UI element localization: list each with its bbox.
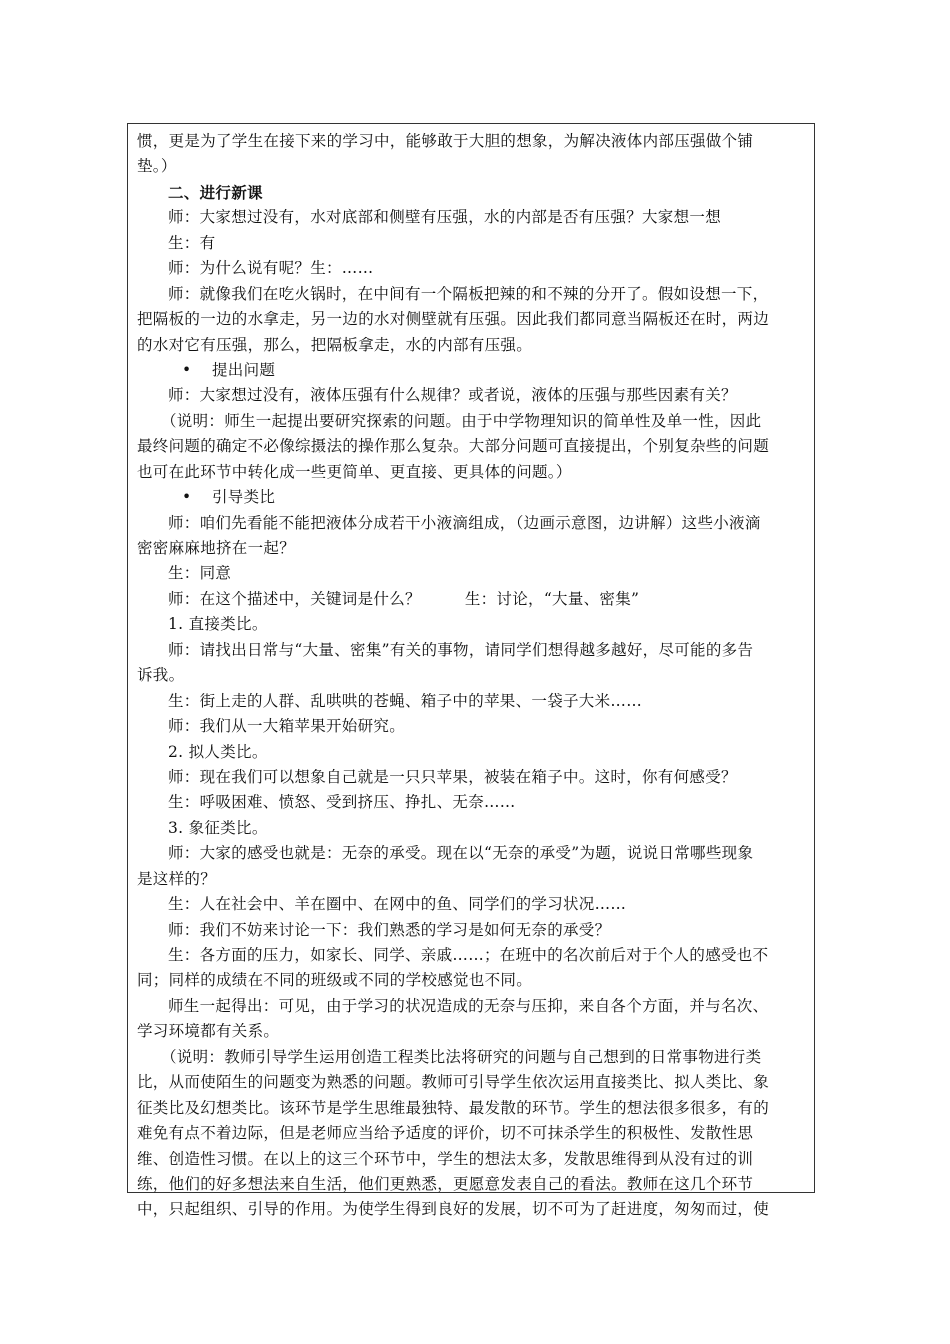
line-text: 师：就像我们在吃火锅时，在中间有一个隔板把辣的和不辣的分开了。假如设想一下，	[168, 284, 769, 303]
line-text: 惯，更是为了学生在接下来的学习中，能够敢于大胆的想象，为解决液体内部压强做个铺	[137, 132, 754, 150]
text-line	[137, 1172, 809, 1197]
line-text: 生：街上走的人群、乱哄哄的苍蝇、箱子中的苹果、一袋子大米……	[168, 691, 643, 710]
text-line	[137, 511, 809, 536]
text-line	[137, 1147, 809, 1172]
line-text: 1. 直接类比。	[168, 615, 268, 634]
text-line	[137, 790, 809, 815]
text-line	[137, 358, 809, 383]
line-text: 师：现在我们可以想象自己就是一只只苹果，被装在箱子中。这时，你有何感受？	[168, 767, 737, 786]
line-text: 难免有点不着边际，但是老师应当给予适度的评价，切不可抹杀学生的积极性、发散性思	[137, 1124, 754, 1143]
line-text-tail: 生：讨论，“大量、密集”	[464, 589, 640, 608]
text-line	[137, 460, 809, 485]
text-line	[137, 663, 809, 688]
line-text: 2. 拟人类比。	[168, 742, 268, 761]
text-line	[137, 205, 809, 230]
text-line	[137, 892, 809, 917]
text-line	[137, 816, 809, 841]
bullet-icon: •	[182, 488, 192, 507]
line-text: 维、创造性习惯。在以上的这三个环节中，学生的想法太多，发散思维得到从没有过的训	[137, 1149, 754, 1168]
line-text: 师：咱们先看能不能把液体分成若干小液滴组成，（边画示意图，边讲解）这些小液滴	[168, 513, 761, 532]
text-line	[137, 409, 809, 434]
line-text: （说明：师生一起提出要研究探索的问题。由于中学物理知识的简单性及单一性，因此	[161, 411, 762, 430]
text-line	[137, 485, 809, 510]
line-text: 学习环境都有关系。	[137, 1022, 280, 1041]
text-line	[137, 638, 809, 663]
line-text: 垫。）	[137, 157, 177, 176]
text-line	[137, 536, 809, 561]
text-line	[137, 1121, 809, 1146]
line-text: 师生一起得出：可见，由于学习的状况造成的无奈与压抑，来自各个方面，并与名次、	[168, 996, 769, 1015]
text-line	[137, 231, 809, 256]
line-text: 二、进行新课	[168, 182, 263, 202]
line-text: 师：大家想过没有，水对底部和侧壁有压强，水的内部是否有压强？大家想一想	[168, 208, 722, 227]
text-line	[137, 994, 809, 1019]
text-line	[137, 307, 809, 332]
text-line	[137, 434, 809, 459]
line-text: 征类比及幻想类比。该环节是学生思维最独特、最发散的环节。学生的想法很多很多，有的	[137, 1098, 770, 1117]
line-text: 的水对它有压强，那么，把隔板拿走，水的内部有压强。	[137, 335, 533, 354]
text-line	[137, 383, 809, 408]
text-line	[137, 1197, 809, 1222]
text-line	[137, 867, 809, 892]
text-line	[137, 714, 809, 739]
section-heading	[137, 180, 809, 205]
line-text: 练，他们的好多想法来自生活，他们更熟悉，更愿意发表自己的看法。教师在这几个环节	[137, 1174, 754, 1193]
line-text: 生：人在社会中、羊在圈中、在网中的鱼、同学们的学习状况……	[168, 895, 627, 914]
line-text: 师：在这个描述中，关键词是什么？	[168, 589, 421, 608]
line-text: 提出问题	[212, 360, 276, 379]
line-text: 诉我。	[137, 666, 185, 685]
line-text: （说明：教师引导学生运用创造工程类比法将研究的问题与自己想到的日常事物进行类	[161, 1047, 762, 1066]
text-line	[137, 918, 809, 943]
text-line	[137, 612, 809, 637]
text-line	[137, 1019, 809, 1044]
text-line	[137, 841, 809, 866]
line-text: 师：大家想过没有，液体压强有什么规律？或者说，液体的压强与那些因素有关？	[168, 386, 737, 405]
line-text: 生：同意	[168, 564, 232, 583]
line-text: 比，从而使陌生的问题变为熟悉的问题。教师可引导学生依次运用直接类比、拟人类比、象	[137, 1073, 770, 1092]
text-line	[137, 943, 809, 968]
line-text: 师：为什么说有呢？生：……	[168, 259, 374, 278]
line-text: 师：大家的感受也就是：无奈的承受。现在以“无奈的承受”为题，说说日常哪些现象	[168, 844, 754, 863]
text-line	[137, 256, 809, 281]
line-text: 生：呼吸困难、愤怒、受到挤压、挣扎、无奈……	[168, 793, 516, 812]
line-text: 同；同样的成绩在不同的班级或不同的学校感觉也不同。	[137, 971, 533, 990]
line-text: 最终问题的确定不必像综摄法的操作那么复杂。大部分问题可直接提出，个别复杂些的问题	[137, 437, 770, 456]
text-line	[137, 689, 809, 714]
line-text: 师：请找出日常与“大量、密集”有关的事物，请同学们想得越多越好，尽可能的多告	[168, 640, 754, 659]
line-text: 3. 象征类比。	[168, 818, 268, 837]
line-text: 也可在此环节中转化成一些更简单、更直接、更具体的问题。）	[137, 462, 572, 481]
line-text: 是这样的？	[137, 869, 217, 888]
text-line	[137, 968, 809, 993]
bullet-icon: •	[182, 360, 192, 379]
text-line	[137, 333, 809, 358]
text-line	[137, 1096, 809, 1121]
text-line	[137, 587, 809, 612]
line-text: 生：有	[168, 233, 216, 252]
text-line	[137, 129, 809, 154]
text-line	[137, 1045, 809, 1070]
line-text: 师：我们不妨来讨论一下：我们熟悉的学习是如何无奈的承受？	[168, 920, 611, 939]
line-text: 师：我们从一大箱苹果开始研究。	[168, 717, 406, 736]
text-line	[137, 561, 809, 586]
line-text: 密密麻麻地挤在一起？	[137, 539, 296, 557]
text-line	[137, 154, 809, 179]
line-text: 生：各方面的压力，如家长、同学、亲戚……；在班中的名次前后对于个人的感受也不	[168, 946, 769, 964]
lesson-plan-table-cell	[127, 123, 815, 1219]
line-text: 中，只起组织、引导的作用。为使学生得到良好的发展，切不可为了赶进度，匆匆而过，使	[137, 1200, 770, 1219]
line-text: 把隔板的一边的水拿走，另一边的水对侧壁就有压强。因此我们都同意当隔板还在时，两边	[137, 310, 770, 329]
text-line	[137, 1070, 809, 1095]
text-line	[137, 765, 809, 790]
line-text: 引导类比	[212, 488, 276, 507]
text-line	[137, 282, 809, 307]
text-line	[137, 740, 809, 765]
